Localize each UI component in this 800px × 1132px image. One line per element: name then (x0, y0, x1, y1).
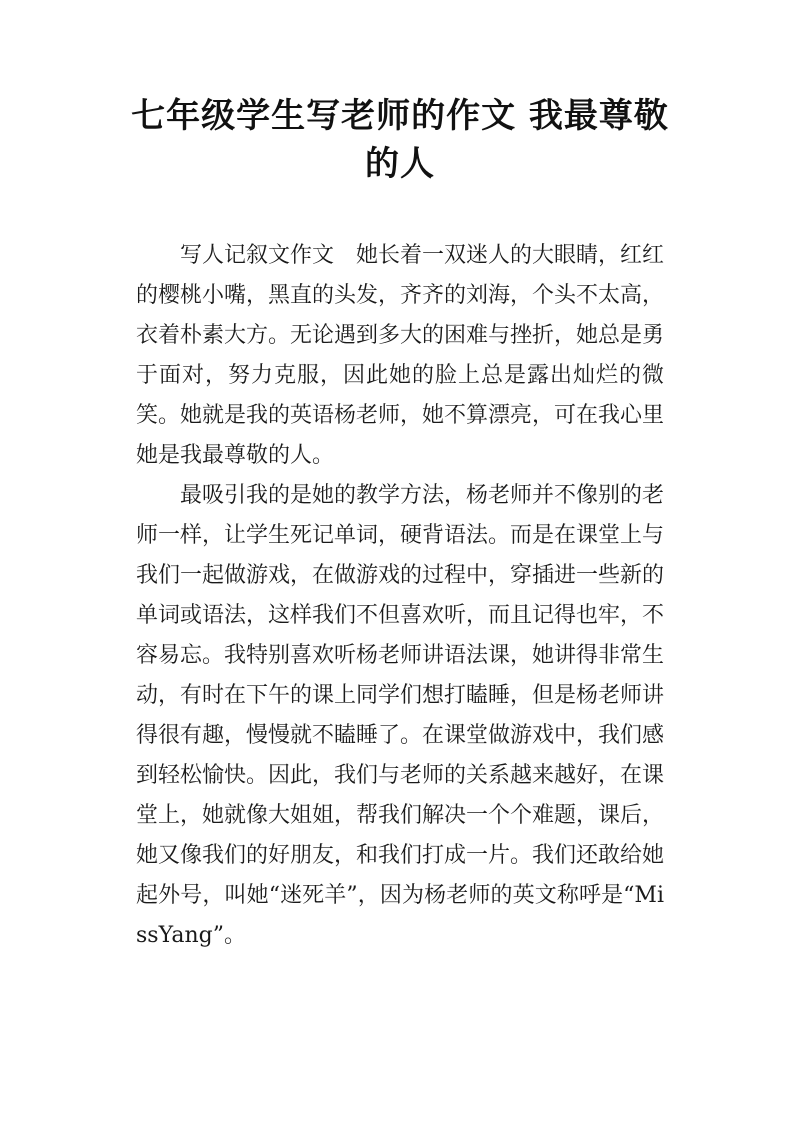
paragraph-1: 写人记叙文作文 她长着一双迷人的大眼睛，红红的樱桃小嘴，黑直的头发，齐齐的刘海，个头不太高，衣着朴素大方。无论遇到多大的困难与挫折，她总是勇于面对，努力克服，因此她的脸上总是露出灿烂的微笑。她就是我的英语杨老师，她不算漂亮，可在我心里她是我最尊敬的人。 (136, 243, 665, 468)
paragraph-2: 最吸引我的是她的教学方法，杨老师并不像别的老师一样，让学生死记单词，硬背语法。而是在课堂上与我们一起做游戏，在做游戏的过程中，穿插进一些新的单词或语法，这样我们不但喜欢听，而且记得也牢，不容易忘。我特别喜欢听杨老师讲语法课，她讲得非常生动，有时在下午的课上同学们想打瞌睡，但是杨老师讲得很有趣，慢慢就不瞌睡了。在课堂做游戏中，我们感到轻松愉快。因此，我们与老师的关系越来越好，在课堂上，她就像大姐姐，帮我们解决一个个难题，课后，她又像我们的好朋友，和我们打成一片。我们还敢给她起外号，叫她“迷死羊”，因为杨老师的英文称呼是“MissYang”。 (136, 483, 665, 948)
document-title: 七年级学生写老师的作文 我最尊敬的人 (131, 96, 669, 184)
document-body (136, 236, 664, 956)
